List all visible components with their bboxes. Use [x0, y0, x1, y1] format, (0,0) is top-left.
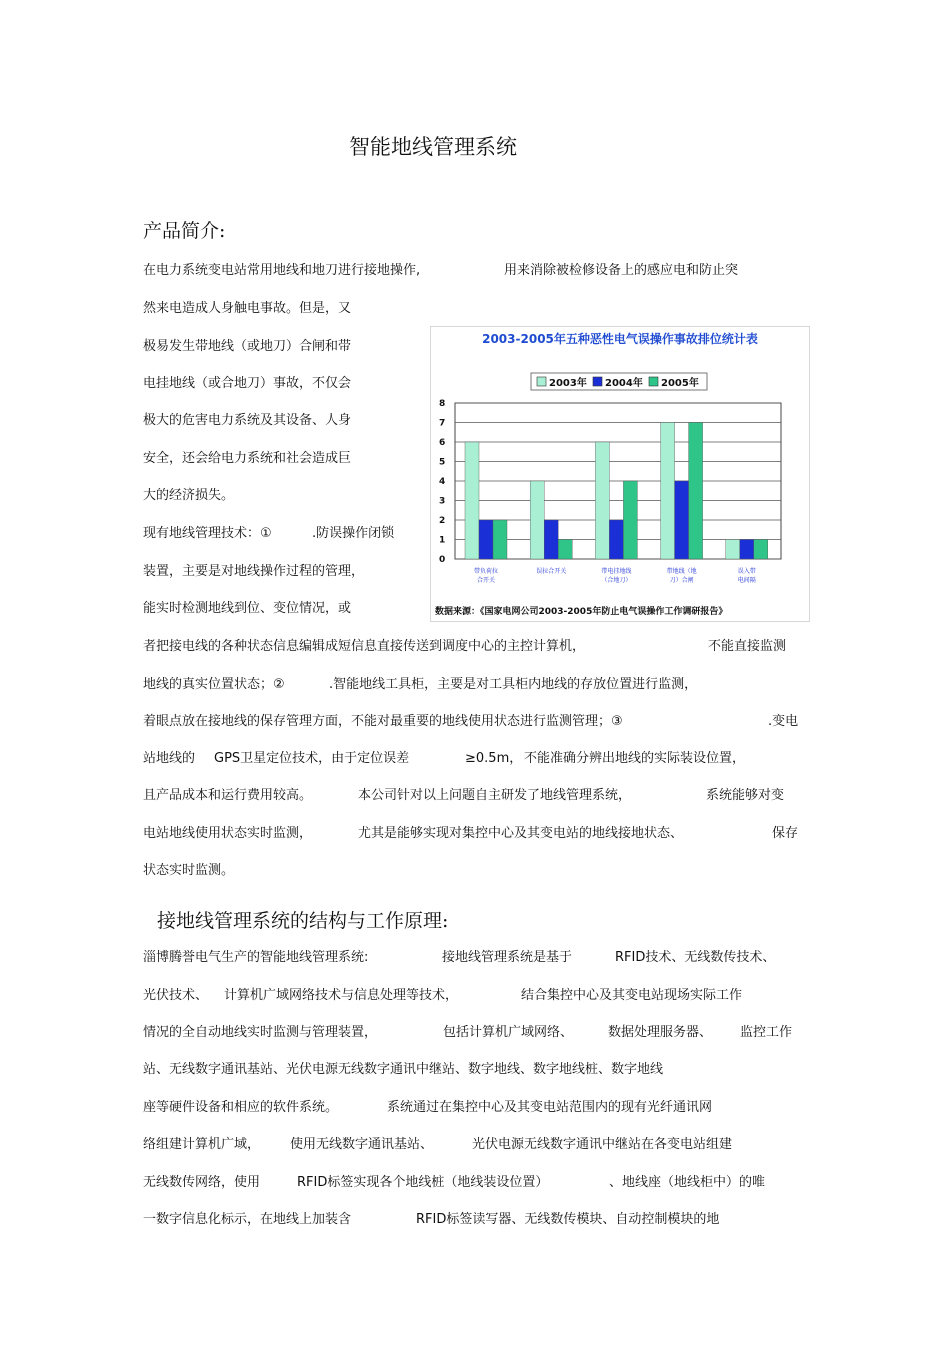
- chart-legend: [531, 373, 707, 390]
- bar: [623, 481, 637, 559]
- bar: [754, 540, 768, 560]
- x-tick-label: （合地刀）: [601, 577, 632, 584]
- bar: [609, 520, 623, 559]
- y-tick-label: 7: [439, 418, 446, 429]
- x-tick-label: 带地线（地: [666, 568, 697, 575]
- bar: [689, 423, 703, 560]
- chart-title: 2003-2005年五种恶性电气误操作事故排位统计表: [482, 332, 758, 346]
- bar-chart: [431, 327, 809, 621]
- chart-bars: [465, 423, 768, 560]
- legend-label: 2003年: [549, 378, 587, 389]
- bar: [740, 540, 754, 560]
- y-tick-label: 6: [439, 438, 446, 448]
- bar: [530, 481, 544, 559]
- bar: [675, 481, 689, 559]
- x-tick-label: 误入带: [737, 568, 756, 575]
- legend-swatch: [649, 377, 658, 386]
- legend-label: 2005年: [661, 378, 699, 389]
- bar: [544, 520, 558, 559]
- bar: [558, 540, 572, 560]
- document-title: 智能地线管理系统: [349, 135, 517, 159]
- bar: [726, 540, 740, 560]
- y-tick-label: 5: [439, 457, 446, 468]
- bar: [479, 520, 493, 559]
- x-tick-label: 带电挂地线: [601, 568, 632, 575]
- y-tick-label: 2: [439, 516, 446, 526]
- bar: [595, 442, 609, 559]
- chart-source: 数据来源：《国家电网公司2003-2005年防止电气误操作工作调研报告》: [435, 607, 728, 617]
- legend-swatch: [537, 377, 546, 386]
- y-tick-label: 0: [439, 555, 446, 565]
- legend-swatch: [593, 377, 602, 386]
- y-tick-label: 8: [439, 399, 446, 409]
- chart-x-labels: [474, 567, 756, 584]
- bar: [493, 520, 507, 559]
- y-tick-label: 3: [439, 496, 446, 507]
- y-tick-label: 4: [439, 477, 446, 487]
- bar: [465, 442, 479, 559]
- legend-label: 2004年: [605, 378, 643, 389]
- x-tick-label: 刀）合闸: [669, 577, 694, 584]
- bar: [661, 423, 675, 560]
- section-heading-structure: 接地线管理系统的结构与工作原理:: [157, 910, 449, 932]
- y-tick-label: 1: [439, 535, 446, 546]
- accident-ranking-chart: [430, 326, 810, 622]
- section-heading-product-intro: 产品简介:: [143, 220, 226, 242]
- x-tick-label: 电间隔: [737, 577, 756, 584]
- x-tick-label: 合开关: [476, 577, 496, 584]
- x-tick-label: 带负荷拉: [473, 568, 499, 575]
- x-tick-label: 误拉合开关: [536, 568, 567, 575]
